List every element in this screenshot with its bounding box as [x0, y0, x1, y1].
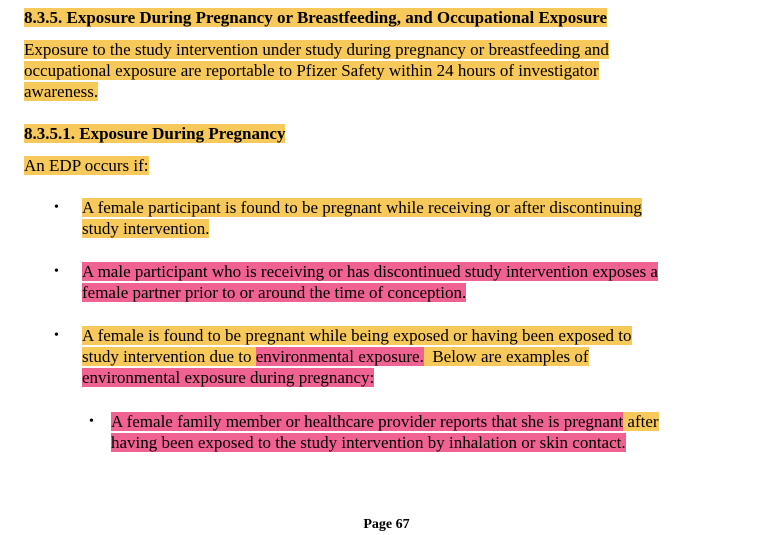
list-item	[82, 261, 658, 303]
list-item	[111, 411, 659, 453]
subsection-intro-text: An EDP occurs if:	[24, 156, 149, 175]
list-item-line: having been exposed to the study intervention by inhalation or skin contact.	[111, 433, 626, 452]
bullet-icon: •	[89, 414, 94, 429]
list-item-line-part: A female family member or healthcare provider reports that she is pregnant	[111, 412, 624, 431]
subsection-heading	[24, 123, 285, 144]
section-heading-text: 8.3.5. Exposure During Pregnancy or Breastfeeding, and Occupational Exposure	[24, 8, 608, 27]
list-item-line: environmental exposure during pregnancy:	[82, 368, 375, 387]
section-heading	[24, 7, 607, 28]
list-item-line-part: study intervention due to	[82, 347, 256, 366]
section-paragraph-line: occupational exposure are reportable to Pfizer Safety within 24 hours of investigator	[24, 61, 599, 80]
list-item-line: A female participant is found to be pregnant while receiving or after discontinuing	[82, 198, 642, 217]
list-item-line: female partner prior to or around the time of conception.	[82, 283, 467, 302]
subsection-heading-text: 8.3.5.1. Exposure During Pregnancy	[24, 124, 286, 143]
section-paragraph-line: awareness.	[24, 82, 99, 101]
list-item-line: A male participant who is receiving or has discontinued study intervention exposes a	[82, 262, 658, 281]
list-item-line-part: Below are examples of	[423, 347, 589, 366]
list-item	[82, 197, 642, 239]
bullet-icon: •	[54, 328, 59, 343]
page-number: Page 67	[363, 517, 410, 532]
bullet-icon: •	[54, 200, 59, 215]
list-item	[82, 325, 632, 388]
list-item-line-part: environmental exposure.	[255, 347, 424, 366]
list-item-line: study intervention.	[82, 219, 210, 238]
section-paragraph	[24, 39, 609, 102]
bullet-icon: •	[54, 264, 59, 279]
section-paragraph-line: Exposure to the study intervention under study during pregnancy or breastfeeding and	[24, 40, 609, 59]
list-item-line: A female is found to be pregnant while being exposed or having been exposed to	[82, 326, 632, 345]
subsection-intro	[24, 155, 149, 176]
list-item-line-part: after	[623, 412, 659, 431]
